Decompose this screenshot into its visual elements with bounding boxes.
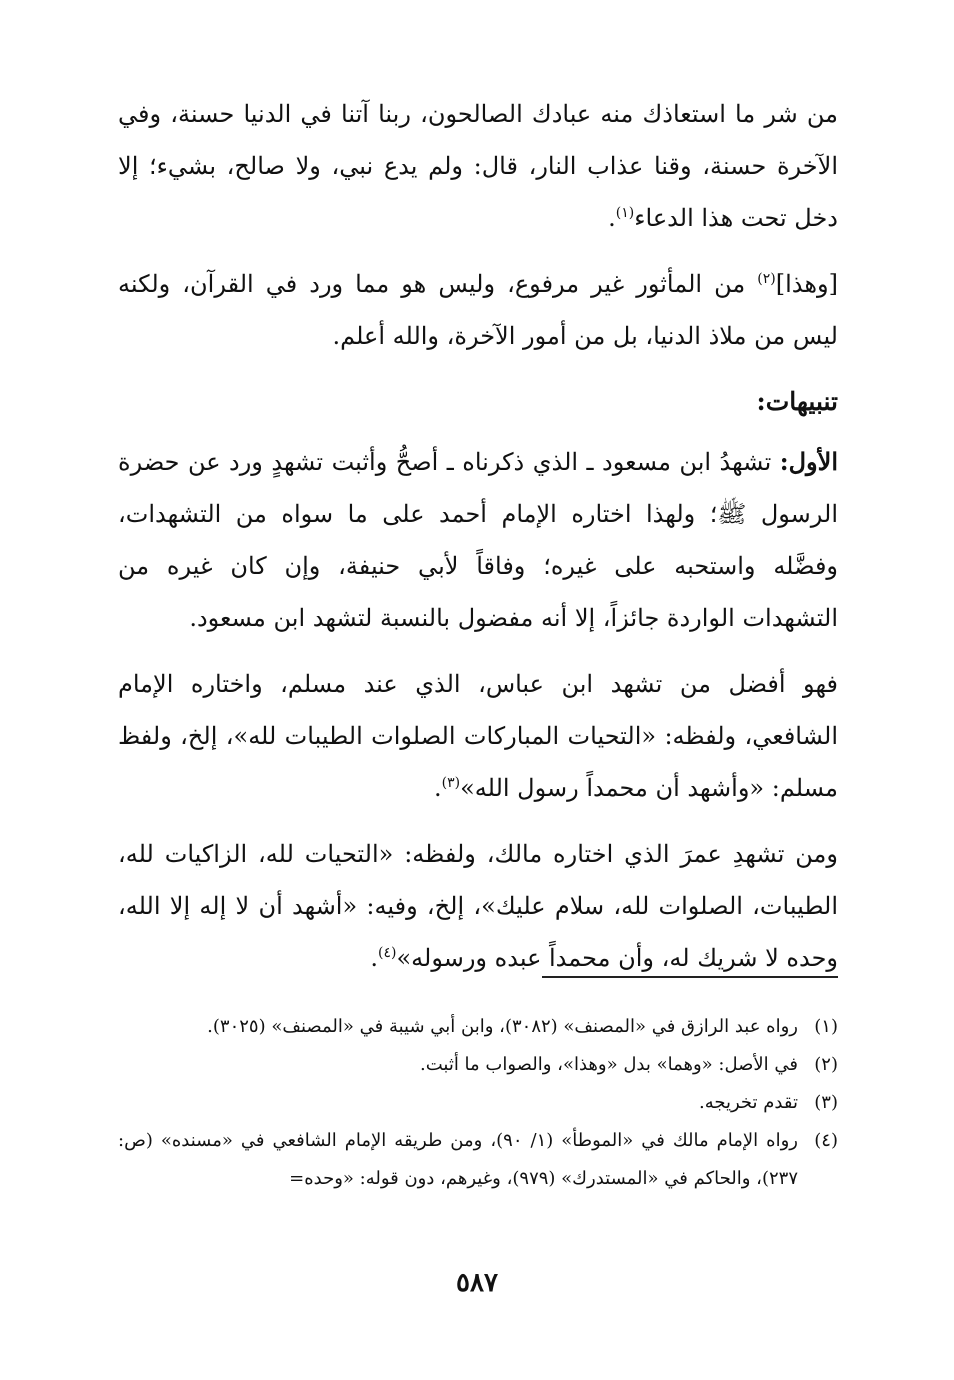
page-number: ٥٨٧ [456, 1268, 498, 1298]
paragraph-2 [118, 258, 838, 362]
paragraph-5-text: ومن تشهدِ عمرَ الذي اختاره مالك، ولفظه: «التحيات لله، الزاكيات لله، الطيبات، الصلوات لله، سلام عليك»، إلخ، وفيه: «أشهد أن لا إله إلا الله، وحده لا شريك له، وأن محمداً عبده ورسوله» [118, 840, 838, 972]
footnote-ref-1[interactable]: (١) [615, 205, 635, 221]
footnote-2 [118, 1046, 838, 1084]
footnote-4 [118, 1122, 838, 1198]
paragraph-1 [118, 88, 838, 244]
main-text [118, 88, 838, 998]
paragraph-1-end: . [608, 204, 616, 232]
paragraph-3-lead: الأول: [779, 447, 838, 476]
footnote-number: (٣) [814, 1092, 838, 1113]
footnote-text: في الأصل: «وهما» بدل «وهذا»، والصواب ما أثبت. [419, 1054, 798, 1075]
footnote-ref-3[interactable]: (٣) [441, 775, 461, 791]
footnote-text: رواه الإمام مالك في «الموطأ» (١/ ٩٠)، ومن طريقه الإمام الشافعي في «مسنده» (ص: ٢٣٧)، والحاكم في «المستدرك» (٩٧٩)، وغيرهم، دون قوله: «وحده= [118, 1130, 798, 1189]
footnote-number: (٤) [814, 1130, 838, 1151]
footnote-divider [542, 976, 838, 978]
paragraph-5-end: . [370, 944, 378, 972]
footnote-ref-2[interactable]: (٢) [757, 271, 776, 287]
footnote-1 [118, 1008, 838, 1046]
footnote-ref-4[interactable]: (٤) [378, 945, 397, 961]
paragraph-2-start: [وهذا] [775, 270, 838, 298]
paragraph-5 [118, 828, 838, 984]
footnote-number: (١) [814, 1016, 838, 1037]
paragraph-4-text: فهو أفضل من تشهد ابن عباس، الذي عند مسلم، واختاره الإمام الشافعي، ولفظه: «التحيات المباركات الصلوات الطيبات لله»، إلخ، ولفظ مسلم: «وأشهد أن محمداً رسول الله» [118, 670, 838, 802]
paragraph-4-end: . [433, 774, 442, 802]
section-heading: تنبيهات: [756, 387, 838, 416]
paragraph-2-text: من المأثور غير مرفوع، وليس هو مما ورد في القرآن، ولكنه ليس من ملاذ الدنيا، بل من أمور الآخرة، والله أعلم. [118, 270, 838, 350]
footnotes [118, 1008, 838, 1198]
footnote-number: (٢) [814, 1054, 838, 1075]
footnote-text: رواه عبد الرازق في «المصنف» (٣٠٨٢)، وابن أبي شيبة في «المصنف» (٣٠٢٥). [207, 1016, 798, 1037]
paragraph-4 [118, 658, 838, 814]
footnote-3 [118, 1084, 838, 1122]
paragraph-3-text: تشهدُ ابن مسعود ـ الذي ذكرناه ـ أصحُّ وأثبت تشهدٍ ورد عن حضرة الرسول ﷺ؛ ولهذا اختاره الإمام أحمد على ما سواه من التشهدات، وفضَّله واستحبه على غيره؛ وفاقاً لأبي حنيفة، وإن كان غيره من التشهدات الواردة جائزاً، إلا أنه مفضول بالنسبة لتشهد ابن مسعود. [118, 448, 838, 632]
paragraph-1-text: من شر ما استعاذك منه عبادك الصالحون، ربنا آتنا في الدنيا حسنة، وفي الآخرة حسنة، وقنا عذاب النار، قال: ولم يدع نبي، ولا صالح، بشيء؛ إلا دخل تحت هذا الدعاء [118, 100, 838, 232]
footnote-text: تقدم تخريجه. [699, 1092, 798, 1113]
paragraph-3 [118, 436, 838, 644]
